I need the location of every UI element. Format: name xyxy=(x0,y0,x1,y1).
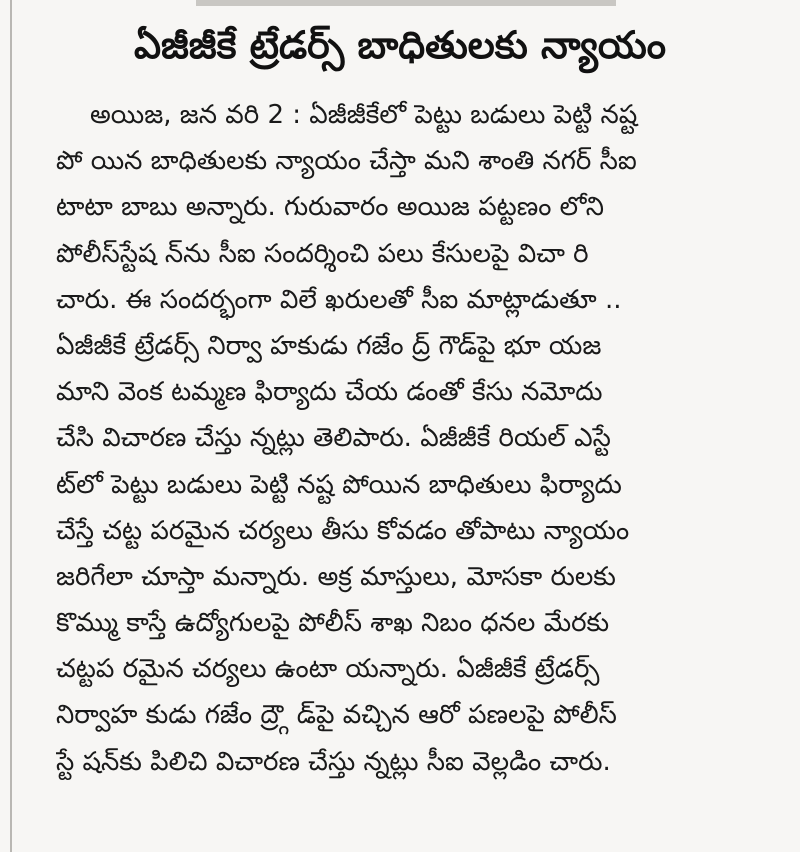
top-rule xyxy=(196,0,616,6)
article-line: నిర్వాహ కుడు గజేం ద్ర్గౌ డ్‌పై వచ్చిన ఆరో పణలపై పోలీస్ xyxy=(56,700,617,731)
article-line: ఏజీజీకే ట్రేడర్స్ నిర్వా హకుడు గజేం ద్ర్ గౌడ్‌పై భూ యజ xyxy=(56,330,602,361)
article-line: చేస్తే చట్ట పరమైన చర్యలు తీసు కోవడం తోపాటు న్యాయం xyxy=(56,515,630,546)
article-line: ట్‌లో పెట్టు బడులు పెట్టి నష్ట పోయిన బాధితులు ఫిర్యాదు xyxy=(56,469,622,500)
article-line: స్టే షన్‌కు పిలిచి విచారణ చేస్తు న్నట్లు సీఐ వెల్లడిం చారు. xyxy=(56,746,611,777)
article-line: చారు. ఈ సందర్భంగా విలే ఖరులతో సీఐ మాట్లాడుతూ .. xyxy=(56,284,622,315)
article-line: అయిజ, జన వరి 2 : ఏజీజీకేలో పెట్టు బడులు పెట్టి నష్ట xyxy=(90,100,638,130)
column-rule xyxy=(10,0,12,852)
article-line: పో యిన బాధితులకు న్యాయం చేస్తా మని శాంతి నగర్ సీఐ xyxy=(56,146,637,177)
article-line: కొమ్ము కాస్తే ఉద్యోగులపై పోలీస్ శాఖ నిబం ధనల మేరకు xyxy=(56,608,610,639)
article-line: టాటా బాబు అన్నారు. గురువారం అయిజ పట్టణం లోని xyxy=(56,192,605,223)
article-line: పోలీస్‌స్టేష న్‌ను సీఐ సందర్శించి పలు కేసులపై విచా రి xyxy=(56,238,589,269)
article-line: జరిగేలా చూస్తా మన్నారు. అక్ర మాస్తులు, మోసకా రులకు xyxy=(56,561,616,592)
article-line: చట్టప రమైన చర్యలు ఉంటా యన్నారు. ఏజీజీకే ట్రేడర్స్ xyxy=(56,654,600,685)
headline: ఏజీజీకే ట్రేడర్స్ బాధితులకు న్యాయం xyxy=(134,23,666,67)
article-line: చేసి విచారణ చేస్తు న్నట్లు తెలిపారు. ఏజీజీకే రియల్ ఎస్టే xyxy=(56,423,611,454)
article-body xyxy=(56,92,758,785)
article-line: మాని వెంక టమ్మణ ఫిర్యాదు చేయ డంతో కేసు నమోదు xyxy=(56,377,603,408)
